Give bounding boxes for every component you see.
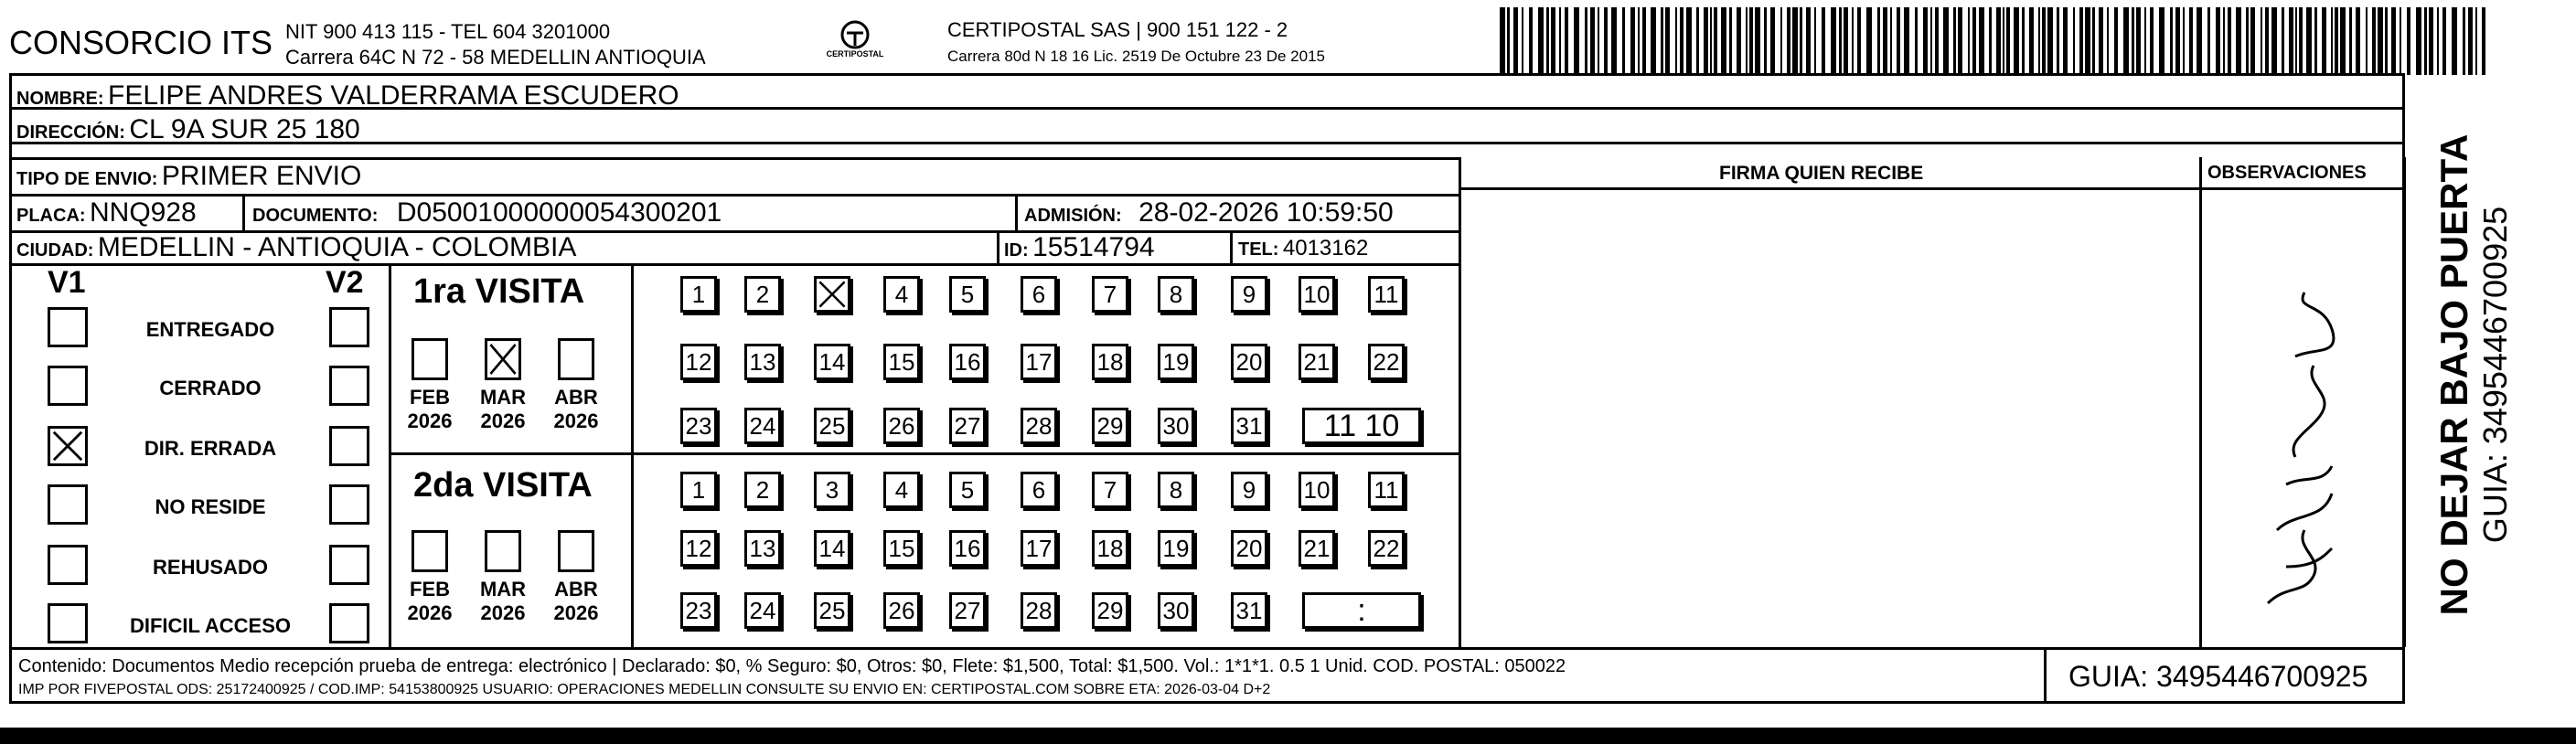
visit2-month-year: 2026	[480, 601, 526, 624]
barcode-bar	[2144, 7, 2146, 75]
visit2-month-checkbox[interactable]	[485, 530, 521, 572]
visit1-title: 1ra VISITA	[413, 272, 585, 311]
barcode-bar	[2289, 7, 2293, 75]
visit1-day-box[interactable]: 20	[1231, 344, 1267, 380]
company-name: CONSORCIO ITS	[9, 24, 273, 61]
visit1-month-label	[476, 386, 530, 433]
visit1-day-box[interactable]: 25	[814, 408, 850, 444]
barcode-bar	[2442, 7, 2446, 75]
barcode-bar	[1857, 7, 1861, 75]
barcode-bar	[1551, 7, 1555, 75]
status-label: CERRADO	[159, 377, 262, 399]
status-label: ENTREGADO	[145, 318, 275, 341]
barcode-bar	[2216, 7, 2220, 75]
barcode-bar	[1897, 7, 1900, 75]
barcode-bar	[1806, 7, 1811, 75]
barcode-bar	[2246, 7, 2249, 75]
barcode-bar	[1675, 7, 1677, 75]
visit1-day-box[interactable]: 26	[883, 408, 920, 444]
logo-text: CERTIPOSTAL	[826, 49, 884, 58]
barcode-bar	[2475, 7, 2477, 75]
barcode-bar	[1559, 7, 1561, 75]
barcode-bar	[2250, 7, 2255, 75]
barcode-bar	[2207, 7, 2210, 75]
visit2-month-label	[402, 578, 457, 625]
barcode-bar	[1764, 7, 1767, 75]
barcode-bar	[2022, 7, 2025, 75]
barcode-bar	[1638, 7, 1640, 75]
barcode-bar	[1904, 7, 1909, 75]
barcode-bar	[2261, 7, 2262, 75]
barcode-bar	[2416, 7, 2421, 75]
barcode-bar	[2170, 7, 2173, 75]
barcode-bar	[2271, 7, 2277, 75]
barcode-bar	[1630, 7, 1635, 75]
barcode-bar	[2047, 7, 2053, 75]
barcode-bar	[2136, 7, 2141, 75]
v1-checkbox[interactable]	[48, 603, 88, 643]
visit1-time-box[interactable]: 11 10	[1302, 408, 1421, 444]
visit1-day-box[interactable]: 27	[949, 408, 986, 444]
visit2-day-box[interactable]: 28	[1021, 592, 1057, 629]
barcode-bar	[1538, 7, 1544, 75]
side-text	[2432, 101, 2542, 649]
visit2-day-box[interactable]: 14	[814, 530, 850, 567]
visit1-day-box[interactable]: 16	[949, 344, 986, 380]
barcode-bar	[1968, 7, 1970, 75]
visit2-day-box[interactable]: 8	[1158, 472, 1194, 508]
barcode-bar	[1661, 7, 1663, 75]
visit1-day-box[interactable]: 24	[744, 408, 781, 444]
barcode-bar	[1792, 7, 1798, 75]
visit1-day-box[interactable]: 18	[1092, 344, 1128, 380]
visit2-day-box[interactable]: 19	[1158, 530, 1194, 567]
barcode-bar	[1686, 7, 1692, 75]
visit1-day-box[interactable]	[814, 276, 850, 313]
visit1-day-box[interactable]: 2	[744, 276, 781, 313]
v2-label: V2	[326, 265, 364, 300]
visit1-month-name: FEB	[410, 386, 450, 409]
visit2-day-box[interactable]: 6	[1021, 472, 1057, 508]
no-dejar-text: NO DEJAR BAJO PUERTA	[2432, 133, 2475, 616]
visit2-month-name: FEB	[410, 578, 450, 601]
visit1-day-box[interactable]: 30	[1158, 408, 1194, 444]
barcode-bar	[1780, 7, 1782, 75]
barcode-bar	[2372, 7, 2376, 75]
visit2-day-box[interactable]: 30	[1158, 592, 1194, 629]
barcode-bar	[1996, 7, 2001, 75]
imp-line: IMP POR FIVEPOSTAL ODS: 25172400925 / COD.IMP: 54153800925 USUARIO: OPERACIONES MEDELLIN CONSULTE SU ENVIO EN: CERTIPOSTAL.COM SOBRE ETA: 2026-03-04 D+2	[18, 682, 1271, 697]
visit1-day-box[interactable]: 21	[1299, 344, 1335, 380]
v2-checkbox[interactable]	[329, 366, 369, 406]
tel-label: TEL:	[1238, 239, 1279, 260]
visit1-day-box[interactable]: 22	[1368, 344, 1405, 380]
barcode-bar	[1604, 7, 1608, 75]
nombre-value: FELIPE ANDRES VALDERRAMA ESCUDERO	[108, 80, 679, 111]
visit2-day-box[interactable]: 7	[1092, 472, 1128, 508]
barcode-bar	[2295, 7, 2297, 75]
barcode-bar	[2183, 7, 2185, 75]
barcode-bar	[1943, 7, 1949, 75]
barcode-bar	[2356, 7, 2360, 75]
visit1-day-box[interactable]: 11	[1368, 276, 1405, 313]
bottom-strip	[0, 728, 2576, 744]
visit2-day-box[interactable]: 13	[744, 530, 781, 567]
status-label: REHUSADO	[153, 556, 268, 579]
barcode-bar	[1598, 7, 1599, 75]
barcode-bar	[1839, 7, 1842, 75]
id-value: 15514794	[1032, 232, 1155, 262]
visit2-day-box[interactable]: 21	[1299, 530, 1335, 567]
barcode-bar	[1746, 7, 1748, 75]
barcode-bar	[1979, 7, 1984, 75]
nombre-label: NOMBRE:	[16, 89, 104, 109]
visit2-day-box[interactable]: 27	[949, 592, 986, 629]
visit1-day-box[interactable]: 17	[1021, 344, 1057, 380]
barcode	[1500, 7, 2487, 75]
visit1-day-box[interactable]: 15	[883, 344, 920, 380]
visit2-day-box[interactable]: 25	[814, 592, 850, 629]
nombre-row	[16, 82, 679, 110]
tipo-label: TIPO DE ENVIO:	[16, 169, 158, 189]
barcode-bar	[2299, 7, 2303, 75]
visit2-day-box[interactable]: 26	[883, 592, 920, 629]
barcode-bar	[1651, 7, 1656, 75]
visit1-month-label	[402, 386, 457, 433]
visit1-day-box[interactable]: 1	[680, 276, 717, 313]
barcode-bar	[2482, 7, 2485, 75]
barcode-bar	[1755, 7, 1760, 75]
visit1-month-checkbox[interactable]	[558, 338, 594, 380]
barcode-bar	[1930, 7, 1932, 75]
status-label: DIR. ERRADA	[144, 437, 277, 460]
visit2-day-box[interactable]: 20	[1231, 530, 1267, 567]
barcode-bar	[2197, 7, 2202, 75]
ciudad-value: MEDELLIN - ANTIOQUIA - COLOMBIA	[97, 232, 577, 262]
placa-row	[16, 199, 197, 227]
barcode-bar	[1574, 7, 1579, 75]
footer-guia: GUIA: 3495446700925	[2068, 660, 2368, 693]
tel-value: 4013162	[1282, 236, 1369, 260]
visit1-day-box[interactable]: 19	[1158, 344, 1194, 380]
visit1-day-box[interactable]: 7	[1092, 276, 1128, 313]
nit-line: NIT 900 413 115 - TEL 604 3201000	[285, 20, 611, 43]
v1-checkbox[interactable]	[48, 426, 88, 466]
barcode-bar	[2003, 7, 2004, 75]
barcode-bar	[1770, 7, 1775, 75]
barcode-bar	[2463, 7, 2465, 75]
barcode-bar	[2429, 7, 2433, 75]
visit2-day-box[interactable]: 16	[949, 530, 986, 567]
barcode-bar	[1611, 7, 1617, 75]
barcode-bar	[2349, 7, 2352, 75]
barcode-bar	[2322, 7, 2326, 75]
barcode-bar	[1680, 7, 1683, 75]
barcode-bar	[1710, 7, 1712, 75]
barcode-bar	[1721, 7, 1726, 75]
visit2-day-box[interactable]: 11	[1368, 472, 1405, 508]
visit2-day-box[interactable]: 1	[680, 472, 717, 508]
contenido-line: Contenido: Documentos Medio recepción prueba de entrega: electrónico | Declarado: $0, % Seguro: $0, Otros: $0, Flete: $1,500, Total: $1,500. Vol.: 1*1*1. 0.5 1 Unid. COD. POSTAL: 050022	[18, 656, 1566, 676]
barcode-bar	[1665, 7, 1670, 75]
visit2-month-label	[549, 578, 604, 625]
visit1-day-box[interactable]: 14	[814, 344, 850, 380]
barcode-bar	[1737, 7, 1741, 75]
barcode-bar	[2063, 7, 2068, 75]
visit2-day-box[interactable]: 23	[680, 592, 717, 629]
id-row	[1004, 234, 1155, 261]
barcode-bar	[1787, 7, 1790, 75]
barcode-bar	[2223, 7, 2225, 75]
barcode-bar	[1522, 7, 1523, 75]
tipo-row	[16, 163, 361, 190]
barcode-bar	[2228, 7, 2231, 75]
placa-label: PLACA:	[16, 206, 86, 226]
admision-label: ADMISIÓN:	[1024, 206, 1122, 226]
status-label: NO RESIDE	[155, 495, 266, 518]
barcode-bar	[2099, 7, 2103, 75]
placa-value: NNQ928	[90, 197, 197, 228]
barcode-bar	[2085, 7, 2090, 75]
visit2-day-box[interactable]: 4	[883, 472, 920, 508]
barcode-bar	[1831, 7, 1836, 75]
barcode-bar	[2006, 7, 2010, 75]
visit2-day-box[interactable]: 18	[1092, 530, 1128, 567]
barcode-bar	[2132, 7, 2134, 75]
barcode-bar	[2282, 7, 2284, 75]
v2-checkbox[interactable]	[329, 545, 369, 585]
visit2-month-year: 2026	[407, 601, 453, 624]
visit2-day-box[interactable]: 5	[949, 472, 986, 508]
visit2-day-box[interactable]: 9	[1231, 472, 1267, 508]
barcode-bar	[2073, 7, 2075, 75]
barcode-bar	[2437, 7, 2439, 75]
firma-label: FIRMA QUIEN RECIBE	[1719, 163, 1924, 184]
v1-checkbox[interactable]	[48, 307, 88, 347]
barcode-bar	[1500, 7, 1505, 75]
v2-checkbox[interactable]	[329, 603, 369, 643]
barcode-bar	[1958, 7, 1962, 75]
visit1-day-box[interactable]: 5	[949, 276, 986, 313]
visit1-month-year: 2026	[407, 409, 453, 432]
tipo-value: PRIMER ENVIO	[161, 161, 362, 191]
barcode-bar	[2314, 7, 2317, 75]
barcode-bar	[2391, 7, 2396, 75]
visit1-day-box[interactable]: 9	[1231, 276, 1267, 313]
barcode-bar	[1814, 7, 1816, 75]
barcode-bar	[1852, 7, 1854, 75]
visit2-month-checkbox[interactable]	[558, 530, 594, 572]
barcode-bar	[1513, 7, 1518, 75]
barcode-bar	[1749, 7, 1753, 75]
barcode-bar	[2400, 7, 2401, 75]
barcode-bar	[1972, 7, 1976, 75]
barcode-bar	[1800, 7, 1802, 75]
barcode-bar	[1507, 7, 1510, 75]
barcode-bar	[1590, 7, 1595, 75]
barcode-bar	[2029, 7, 2034, 75]
barcode-bar	[2114, 7, 2118, 75]
barcode-bar	[1953, 7, 1956, 75]
barcode-bar	[2159, 7, 2164, 75]
barcode-bar	[2468, 7, 2473, 75]
id-label: ID:	[1004, 240, 1029, 260]
visit1-month-checkbox[interactable]	[485, 338, 521, 380]
visit1-month-year: 2026	[480, 409, 526, 432]
barcode-bar	[2424, 7, 2427, 75]
barcode-bar	[1844, 7, 1848, 75]
barcode-bar	[1642, 7, 1646, 75]
barcode-bar	[2042, 7, 2046, 75]
barcode-bar	[2038, 7, 2040, 75]
visit2-day-box[interactable]: 2	[744, 472, 781, 508]
barcode-bar	[2189, 7, 2193, 75]
v1-label: V1	[48, 265, 86, 300]
visit2-day-box[interactable]: 29	[1092, 592, 1128, 629]
ciudad-label: CIUDAD:	[16, 240, 94, 260]
visit2-day-box[interactable]: 31	[1231, 592, 1267, 629]
barcode-bar	[2452, 7, 2457, 75]
certipostal-logo	[805, 18, 905, 64]
direccion-row	[16, 116, 360, 143]
documento-label: DOCUMENTO:	[252, 206, 379, 226]
barcode-bar	[2378, 7, 2383, 75]
visit1-day-box[interactable]: 8	[1158, 276, 1194, 313]
certipostal-line: CERTIPOSTAL SAS | 900 151 122 - 2	[947, 18, 1288, 41]
v2-checkbox[interactable]	[329, 426, 369, 466]
barcode-bar	[2175, 7, 2180, 75]
visit1-day-box[interactable]: 10	[1299, 276, 1335, 313]
barcode-bar	[1622, 7, 1625, 75]
visit1-month-year: 2026	[553, 409, 599, 432]
barcode-bar	[2265, 7, 2269, 75]
v1-checkbox[interactable]	[48, 484, 88, 525]
barcode-bar	[1546, 7, 1549, 75]
visit1-day-box[interactable]: 23	[680, 408, 717, 444]
visit2-day-box[interactable]: 3	[814, 472, 850, 508]
visit2-title: 2da VISITA	[413, 466, 593, 505]
documento-row	[252, 199, 721, 227]
barcode-bar	[1935, 7, 1939, 75]
barcode-bar	[1529, 7, 1533, 75]
barcode-bar	[2385, 7, 2388, 75]
visit2-time-box[interactable]: :	[1302, 592, 1421, 629]
visit1-day-box[interactable]: 12	[680, 344, 717, 380]
barcode-bar	[2335, 7, 2338, 75]
v1-checkbox[interactable]	[48, 366, 88, 406]
side-guia-text: GUIA: 3495446700925	[2476, 206, 2514, 544]
barcode-bar	[1565, 7, 1568, 75]
barcode-bar	[2306, 7, 2312, 75]
barcode-bar	[1989, 7, 1992, 75]
visit1-month-label	[549, 386, 604, 433]
visit2-day-box[interactable]: 10	[1299, 472, 1335, 508]
visit1-day-box[interactable]: 4	[883, 276, 920, 313]
visit1-month-name: ABR	[554, 386, 598, 409]
visit1-month-checkbox[interactable]	[412, 338, 448, 380]
visit2-day-box[interactable]: 22	[1368, 530, 1405, 567]
visit1-day-box[interactable]: 6	[1021, 276, 1057, 313]
barcode-bar	[2123, 7, 2129, 75]
barcode-bar	[1915, 7, 1918, 75]
visit2-day-box[interactable]: 12	[680, 530, 717, 567]
barcode-bar	[1877, 7, 1880, 75]
status-label: DIFICIL ACCESO	[129, 614, 291, 637]
barcode-bar	[2331, 7, 2333, 75]
direccion-value: CL 9A SUR 25 180	[129, 114, 360, 144]
barcode-bar	[2107, 7, 2109, 75]
v2-checkbox[interactable]	[329, 484, 369, 525]
barcode-bar	[2014, 7, 2019, 75]
barcode-bar	[2057, 7, 2059, 75]
barcode-bar	[1883, 7, 1887, 75]
visit1-day-box[interactable]: 28	[1021, 408, 1057, 444]
barcode-bar	[2079, 7, 2083, 75]
observaciones-label: OBSERVACIONES	[2207, 163, 2367, 183]
barcode-bar	[1866, 7, 1872, 75]
visit2-month-name: MAR	[479, 578, 527, 601]
admision-value: 28-02-2026 10:59:50	[1138, 197, 1394, 228]
visit2-month-year: 2026	[553, 601, 599, 624]
v2-checkbox[interactable]	[329, 307, 369, 347]
barcode-bar	[2236, 7, 2241, 75]
barcode-bar	[1923, 7, 1928, 75]
visit2-day-box[interactable]: 24	[744, 592, 781, 629]
barcode-bar	[1729, 7, 1732, 75]
barcode-bar	[2150, 7, 2154, 75]
barcode-bar	[2407, 7, 2410, 75]
address-line: Carrera 64C N 72 - 58 MEDELLIN ANTIOQUIA	[285, 46, 706, 69]
barcode-bar	[1704, 7, 1708, 75]
visit2-month-label	[476, 578, 530, 625]
barcode-bar	[1585, 7, 1587, 75]
barcode-bar	[2340, 7, 2346, 75]
barcode-bar	[1714, 7, 1717, 75]
direccion-label: DIRECCIÓN:	[16, 122, 125, 143]
admision-row	[1024, 199, 1394, 227]
visit2-day-box[interactable]: 17	[1021, 530, 1057, 567]
visit2-day-box[interactable]: 15	[883, 530, 920, 567]
barcode-bar	[1696, 7, 1699, 75]
visit2-month-checkbox[interactable]	[412, 530, 448, 572]
handwritten-signature	[2231, 256, 2368, 622]
tel-row	[1238, 238, 1368, 260]
barcode-bar	[1890, 7, 1892, 75]
visit1-month-name: MAR	[479, 386, 527, 409]
visit1-day-box[interactable]: 31	[1231, 408, 1267, 444]
barcode-bar	[2366, 7, 2368, 75]
ciudad-row	[16, 234, 576, 261]
documento-value: D05001000000054300201	[396, 197, 722, 228]
barcode-bar	[2092, 7, 2095, 75]
v1-checkbox[interactable]	[48, 545, 88, 585]
visit1-day-box[interactable]: 29	[1092, 408, 1128, 444]
license-line: Carrera 80d N 18 16 Lic. 2519 De Octubre 23 De 2015	[947, 48, 1325, 65]
visit1-day-box[interactable]: 13	[744, 344, 781, 380]
visit2-month-name: ABR	[554, 578, 598, 601]
barcode-bar	[1822, 7, 1825, 75]
